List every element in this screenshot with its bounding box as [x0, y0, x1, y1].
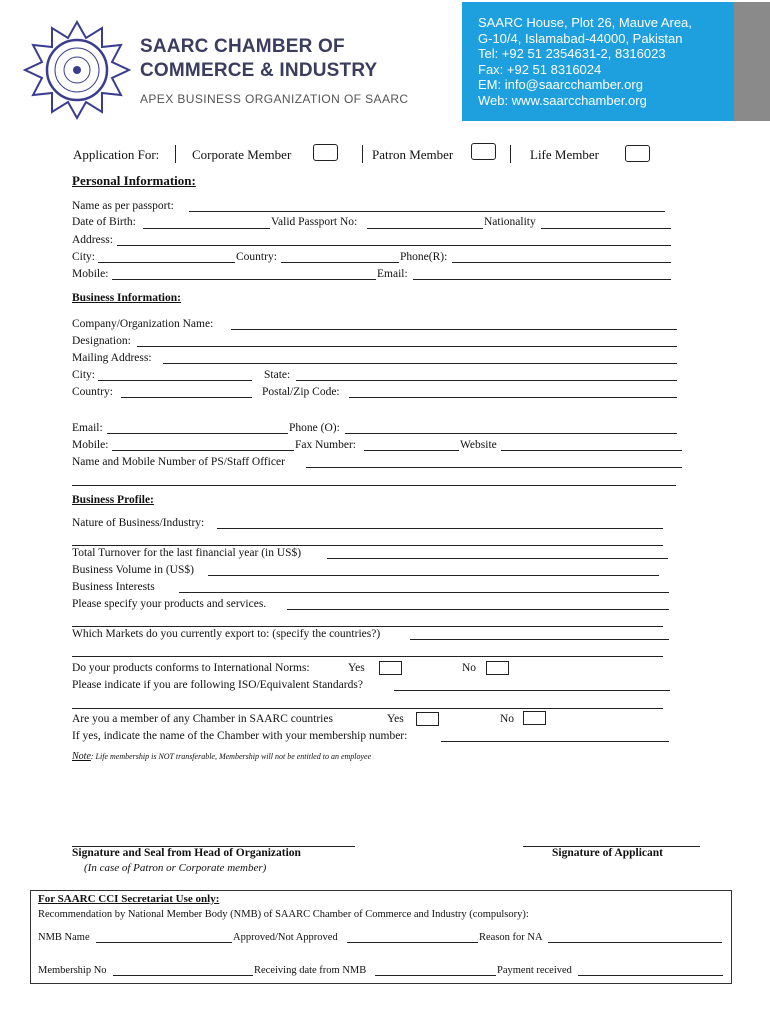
biz-mobile-field[interactable] [112, 450, 294, 451]
phone-o-label: Phone (O): [289, 422, 340, 434]
designation-field[interactable] [137, 346, 677, 347]
norms-no-checkbox[interactable] [486, 661, 509, 675]
biz-country-field[interactable] [121, 397, 252, 398]
saarc-logo-icon [22, 20, 132, 120]
org-name-line2: COMMERCE & INDUSTRY [140, 60, 378, 81]
products-label: Please specify your products and services. [72, 598, 267, 610]
contact-address2: G-10/4, Islamabad-44000, Pakistan [478, 30, 683, 46]
secretariat-heading: For SAARC CCI Secretariat Use only: [38, 893, 220, 905]
biz-country-label: Country: [72, 386, 113, 398]
payment-label: Payment received [497, 965, 572, 976]
biz-email-label: Email: [72, 422, 103, 434]
receiving-label: Receiving date from NMB [254, 965, 367, 976]
nature-label: Nature of Business/Industry: [72, 517, 205, 529]
org-name-line1: SAARC CHAMBER OF [140, 36, 345, 57]
business-profile-heading: Business Profile: [72, 494, 154, 506]
receiving-field[interactable] [375, 975, 496, 976]
membership-no-field[interactable] [113, 975, 253, 976]
nationality-label: Nationality [484, 216, 536, 228]
personal-info-heading: Personal Information: [72, 173, 196, 188]
divider [510, 145, 511, 163]
products-field-line2[interactable] [72, 626, 663, 627]
state-label: State: [264, 369, 291, 381]
interests-field[interactable] [179, 592, 669, 593]
approved-field[interactable] [347, 942, 478, 943]
designation-label: Designation: [72, 335, 131, 347]
member-no-checkbox[interactable] [523, 711, 546, 725]
norms-label: Do your products conforms to International Norms: [72, 662, 310, 674]
mobile-label: Mobile: [72, 268, 109, 280]
corporate-member-checkbox[interactable] [313, 144, 338, 161]
divider [175, 145, 176, 163]
note-label: Note [72, 751, 91, 762]
nmb-name-field[interactable] [96, 942, 232, 943]
products-field[interactable] [287, 609, 669, 610]
company-field[interactable] [231, 329, 677, 330]
biz-email-field[interactable] [107, 433, 288, 434]
note [72, 751, 371, 762]
norms-yes-label: Yes [348, 662, 365, 674]
member-yes-checkbox[interactable] [416, 712, 439, 726]
phone-o-field[interactable] [345, 433, 677, 434]
nmb-name-label: NMB Name [38, 932, 90, 943]
divider [362, 145, 363, 163]
approved-label: Approved/Not Approved [233, 932, 338, 943]
company-label: Company/Organization Name: [72, 318, 214, 330]
iso-field-line2[interactable] [72, 708, 663, 709]
volume-field[interactable] [208, 575, 659, 576]
address-field[interactable] [117, 245, 671, 246]
postal-field[interactable] [349, 397, 677, 398]
iso-field[interactable] [394, 690, 670, 691]
mailing-label: Mailing Address: [72, 352, 152, 364]
reason-label: Reason for NA [479, 932, 543, 943]
contact-panel [462, 2, 734, 121]
nature-field[interactable] [217, 528, 663, 529]
contact-email: EM: info@saarcchamber.org [478, 77, 643, 92]
head-signature-label: Signature and Seal from Head of Organization [72, 847, 301, 859]
membership-no-label: Membership No [38, 965, 107, 976]
ps-staff-label: Name and Mobile Number of PS/Staff Officer [72, 456, 285, 468]
member-no-label: No [500, 713, 515, 725]
chamber-name-field[interactable] [441, 741, 669, 742]
biz-city-label: City: [72, 369, 96, 381]
ps-staff-field[interactable] [306, 467, 682, 468]
patron-member-label: Patron Member [372, 147, 454, 162]
application-for-label: Application For: [73, 147, 160, 162]
mobile-field[interactable] [112, 279, 376, 280]
head-signature-sub: (In case of Patron or Corporate member) [84, 862, 267, 874]
member-yes-label: Yes [387, 713, 404, 725]
fax-field[interactable] [364, 450, 459, 451]
contact-web: Web: www.saarcchamber.org [478, 92, 647, 108]
contact-tel: Tel: +92 51 2354631-2, 8316023 [478, 46, 666, 61]
life-member-checkbox[interactable] [625, 145, 650, 162]
mailing-field[interactable] [163, 363, 677, 364]
markets-field[interactable] [410, 639, 669, 640]
interests-label: Business Interests [72, 581, 155, 593]
iso-label: Please indicate if you are following ISO/Equivalent Standards? [72, 679, 363, 691]
email-label: Email: [377, 268, 408, 280]
nature-field-line2[interactable] [72, 545, 663, 546]
dob-label: Date of Birth: [72, 216, 136, 228]
note-text: : Life membership is NOT transferable, Membership will not be entitled to an employee [90, 752, 372, 761]
name-field[interactable] [189, 211, 665, 212]
life-member-label: Life Member [530, 147, 599, 162]
business-info-heading: Business Information: [72, 292, 181, 304]
phone-r-label: Phone(R): [400, 251, 448, 263]
markets-label: Which Markets do you currently export to: (specify the countries?) [72, 628, 381, 640]
chamber-name-label: If yes, indicate the name of the Chamber with your membership number: [72, 730, 408, 742]
contact-fax: Fax: +92 51 8316024 [478, 61, 602, 77]
state-field[interactable] [296, 380, 677, 381]
norms-yes-checkbox[interactable] [379, 661, 402, 675]
biz-city-field[interactable] [98, 380, 252, 381]
phone-r-field[interactable] [452, 262, 671, 263]
volume-label: Business Volume in (US$) [72, 564, 194, 576]
turnover-label: Total Turnover for the last financial year (in US$) [72, 547, 302, 559]
address-label: Address: [72, 234, 113, 246]
postal-label: Postal/Zip Code: [262, 386, 340, 398]
country-label: Country: [236, 251, 277, 263]
website-field[interactable] [501, 450, 682, 451]
city-label: City: [72, 251, 96, 263]
ps-staff-field-line2[interactable] [72, 485, 676, 486]
patron-member-checkbox[interactable] [471, 143, 496, 160]
member-label: Are you a member of any Chamber in SAARC countries [72, 713, 333, 725]
turnover-field[interactable] [327, 558, 668, 559]
corporate-member-label: Corporate Member [192, 147, 292, 162]
org-tagline: APEX BUSINESS ORGANIZATION OF SAARC [140, 92, 409, 106]
name-label: Name as per passport: [72, 200, 174, 212]
website-label: Website [460, 439, 497, 451]
payment-field[interactable] [578, 975, 723, 976]
header-side-bar [734, 2, 770, 121]
applicant-signature-label: Signature of Applicant [552, 847, 663, 859]
reason-field[interactable] [548, 942, 722, 943]
norms-no-label: No [462, 662, 477, 674]
contact-address1: SAARC House, Plot 26, Mauve Area, [478, 15, 692, 30]
city-field[interactable] [98, 262, 235, 263]
biz-mobile-label: Mobile: [72, 439, 109, 451]
dob-field[interactable] [143, 228, 270, 229]
country-field[interactable] [281, 262, 399, 263]
passport-field[interactable] [367, 228, 483, 229]
passport-label: Valid Passport No: [271, 216, 358, 228]
email-field[interactable] [413, 279, 671, 280]
nationality-field[interactable] [541, 228, 671, 229]
markets-field-line2[interactable] [72, 656, 663, 657]
fax-label: Fax Number: [295, 439, 357, 451]
recommendation-label: Recommendation by National Member Body (NMB) of SAARC Chamber of Commerce and Industry (compulsory): [38, 909, 529, 920]
